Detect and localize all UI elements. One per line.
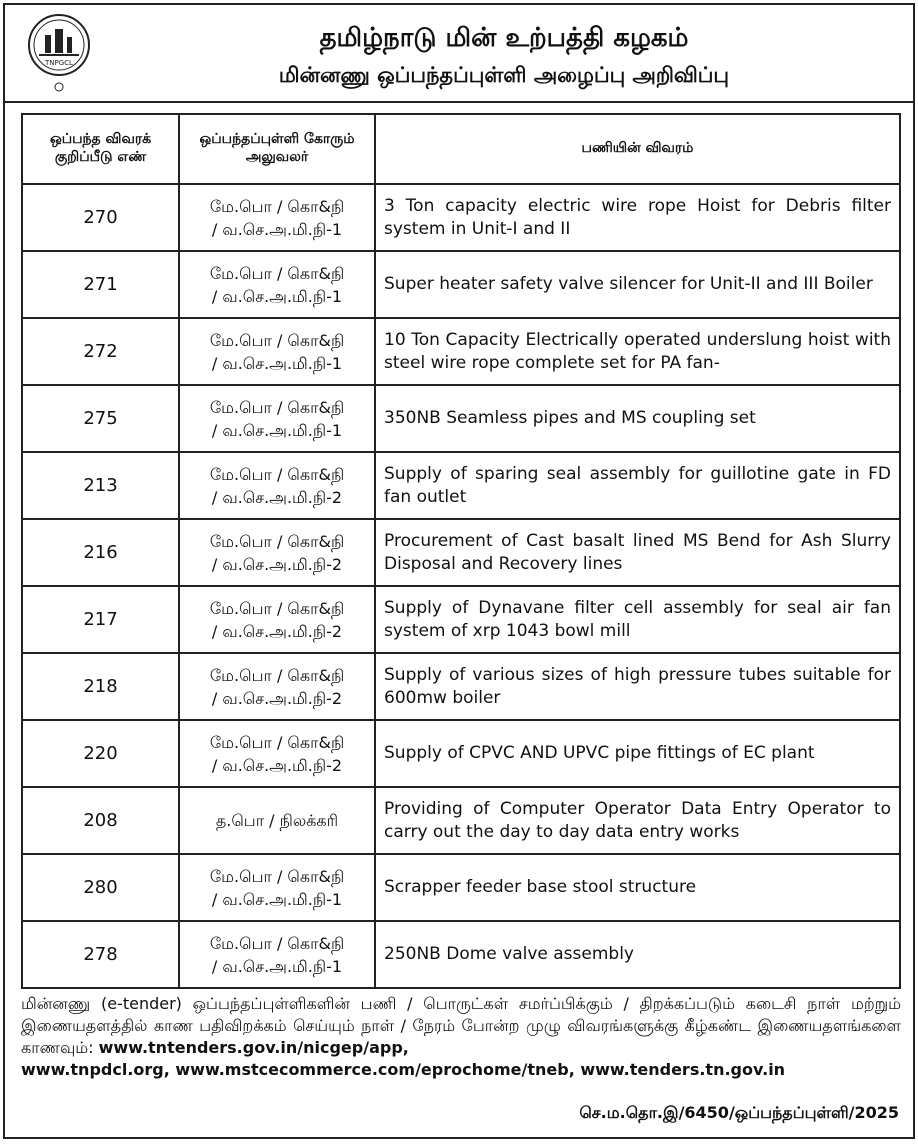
officer-line-2: / வ.செ.அ.மி.நி-2 bbox=[211, 487, 343, 507]
footer-text: மின்னணு (e-tender) ஒப்பந்தப்புள்ளிகளின் பணி / பொருட்கள் சமர்ப்பிக்கும் / திறக்கப்படும் கடைசி நாள் மற்றும் இணையதளத்தில் காண பதிவிறக்கம் செய்யும் நாள் / நேரம் போன்ற முழு விவரங்களுக்கு கீழ்கண்ட இணையதளங்களை காணவும்: bbox=[21, 994, 901, 1057]
tender-ref-number: 213 bbox=[22, 452, 179, 519]
officer-line-2: / வ.செ.அ.மி.நி-1 bbox=[211, 956, 343, 976]
officer-line-1: மே.பொ / கொ&நி bbox=[209, 263, 345, 283]
officer-line-1: மே.பொ / கொ&நி bbox=[209, 196, 345, 216]
svg-text:TNPGCL: TNPGCL bbox=[45, 59, 73, 67]
tender-description: Procurement of Cast basalt lined MS Bend for Ash Slurry Disposal and Recovery lines bbox=[375, 519, 900, 586]
tender-table bbox=[21, 113, 901, 989]
column-header-description: பணியின் விவரம் bbox=[375, 114, 900, 184]
tender-officer bbox=[179, 787, 375, 854]
website-link-1[interactable]: www.tntenders.gov.in/nicgep/app, bbox=[98, 1038, 409, 1057]
tender-description: Supply of Dynavane filter cell assembly for seal air fan system of xrp 1043 bowl mill bbox=[375, 586, 900, 653]
tender-description: Super heater safety valve silencer for Unit-II and III Boiler bbox=[375, 251, 900, 318]
officer-line-1: த.பொ / நிலக்கரி bbox=[215, 811, 339, 830]
tender-description: 350NB Seamless pipes and MS coupling set bbox=[375, 385, 900, 452]
officer-line-2: / வ.செ.அ.மி.நி-2 bbox=[211, 621, 343, 641]
officer-line-1: மே.பொ / கொ&நி bbox=[209, 866, 345, 886]
table-row bbox=[22, 653, 900, 720]
tender-description: Supply of sparing seal assembly for guillotine gate in FD fan outlet bbox=[375, 452, 900, 519]
table-row bbox=[22, 586, 900, 653]
notice-subtitle: மின்னணு ஒப்பந்தப்புள்ளி அழைப்பு அறிவிப்பு bbox=[278, 63, 730, 87]
officer-line-1: மே.பொ / கொ&நி bbox=[209, 665, 345, 685]
tender-ref-number: 220 bbox=[22, 720, 179, 787]
officer-line-1: மே.பொ / கொ&நி bbox=[209, 464, 345, 484]
tender-description: Supply of CPVC AND UPVC pipe fittings of EC plant bbox=[375, 720, 900, 787]
tender-ref-number: 217 bbox=[22, 586, 179, 653]
tender-ref-number: 218 bbox=[22, 653, 179, 720]
officer-line-1: மே.பொ / கொ&நி bbox=[209, 397, 345, 417]
tender-officer bbox=[179, 452, 375, 519]
table-row bbox=[22, 318, 900, 385]
tender-officer bbox=[179, 251, 375, 318]
officer-line-1: மே.பொ / கொ&நி bbox=[209, 933, 345, 953]
tender-officer bbox=[179, 184, 375, 251]
tender-officer bbox=[179, 385, 375, 452]
officer-line-1: மே.பொ / கொ&நி bbox=[209, 531, 345, 551]
officer-line-2: / வ.செ.அ.மி.நி-2 bbox=[211, 554, 343, 574]
table-row bbox=[22, 184, 900, 251]
tender-officer bbox=[179, 854, 375, 921]
officer-line-1: மே.பொ / கொ&நி bbox=[209, 732, 345, 752]
tender-ref-number: 278 bbox=[22, 921, 179, 988]
tender-description: 10 Ton Capacity Electrically operated underslung hoist with steel wire rope complete set for PA fan- bbox=[375, 318, 900, 385]
officer-line-1: மே.பொ / கொ&நி bbox=[209, 598, 345, 618]
officer-line-2: / வ.செ.அ.மி.நி-1 bbox=[211, 889, 343, 909]
officer-line-2: / வ.செ.அ.மி.நி-2 bbox=[211, 688, 343, 708]
tender-description: Providing of Computer Operator Data Entry Operator to carry out the day to day data entry works bbox=[375, 787, 900, 854]
tender-officer bbox=[179, 318, 375, 385]
tender-officer bbox=[179, 519, 375, 586]
tender-officer bbox=[179, 720, 375, 787]
table-header-row bbox=[22, 114, 900, 184]
tender-officer bbox=[179, 586, 375, 653]
tender-ref-number: 275 bbox=[22, 385, 179, 452]
officer-line-2: / வ.செ.அ.மி.நி-1 bbox=[211, 219, 343, 239]
tnpgcl-logo bbox=[25, 11, 93, 97]
table-row bbox=[22, 720, 900, 787]
notice-footer bbox=[21, 993, 901, 1081]
table-row bbox=[22, 787, 900, 854]
officer-line-1: மே.பொ / கொ&நி bbox=[209, 330, 345, 350]
officer-line-2: / வ.செ.அ.மி.நி-2 bbox=[211, 755, 343, 775]
officer-line-2: / வ.செ.அ.மி.நி-1 bbox=[211, 420, 343, 440]
tender-officer bbox=[179, 653, 375, 720]
tender-ref-number: 272 bbox=[22, 318, 179, 385]
tender-ref-number: 271 bbox=[22, 251, 179, 318]
tender-description: 3 Ton capacity electric wire rope Hoist for Debris filter system in Unit-I and II bbox=[375, 184, 900, 251]
tender-notice bbox=[3, 3, 915, 1139]
table-row bbox=[22, 251, 900, 318]
table-row bbox=[22, 452, 900, 519]
tender-description: Scrapper feeder base stool structure bbox=[375, 854, 900, 921]
tender-officer bbox=[179, 921, 375, 988]
officer-line-2: / வ.செ.அ.மி.நி-1 bbox=[211, 353, 343, 373]
tender-ref-number: 208 bbox=[22, 787, 179, 854]
organization-title: தமிழ்நாடு மின் உற்பத்தி கழகம் bbox=[319, 23, 689, 53]
table-row bbox=[22, 519, 900, 586]
table-row bbox=[22, 921, 900, 988]
website-links[interactable]: www.tnpdcl.org, www.mstcecommerce.com/eprochome/tneb, www.tenders.tn.gov.in bbox=[21, 1060, 786, 1079]
table-row bbox=[22, 385, 900, 452]
tender-description: 250NB Dome valve assembly bbox=[375, 921, 900, 988]
officer-line-2: / வ.செ.அ.மி.நி-1 bbox=[211, 286, 343, 306]
column-header-ref-no: ஒப்பந்த விவரக் குறிப்பீடு எண் bbox=[22, 114, 179, 184]
tender-ref-number: 270 bbox=[22, 184, 179, 251]
notice-header bbox=[5, 5, 913, 103]
table-row bbox=[22, 854, 900, 921]
tender-ref-number: 280 bbox=[22, 854, 179, 921]
tender-description: Supply of various sizes of high pressure tubes suitable for 600mw boiler bbox=[375, 653, 900, 720]
column-header-officer: ஒப்பந்தப்புள்ளி கோரும் அலுவலர் bbox=[179, 114, 375, 184]
tender-ref-number: 216 bbox=[22, 519, 179, 586]
reference-number: செ.ம.தொ.இ/6450/ஒப்பந்தப்புள்ளி/2025 bbox=[579, 1103, 899, 1122]
